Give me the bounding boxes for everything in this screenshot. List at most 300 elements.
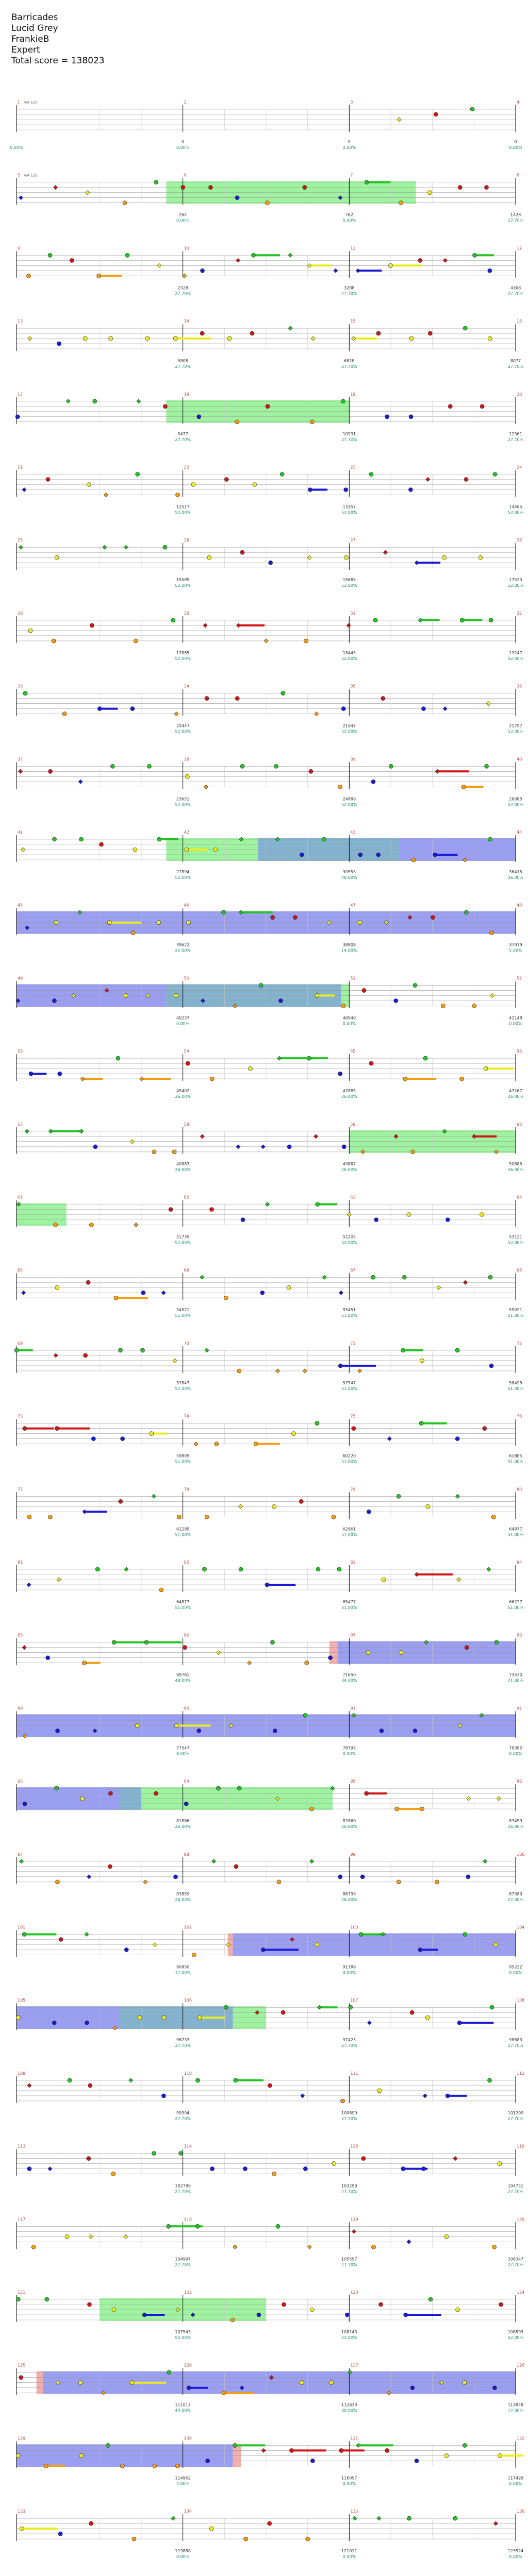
measure-number: 4 (517, 100, 520, 105)
note-gem (464, 910, 468, 914)
starpower-percent: 52.00% (175, 875, 191, 880)
note-gem (444, 2234, 449, 2239)
cumulative-score: 71650 (342, 1672, 356, 1677)
note-gem (488, 336, 492, 341)
note-gem (185, 774, 189, 778)
cumulative-score: 60220 (342, 1453, 356, 1459)
note-gem (227, 336, 232, 341)
note-gem (240, 550, 244, 554)
note-gem (464, 478, 468, 482)
note-gem (186, 1061, 190, 1065)
note-gem (437, 1285, 441, 1290)
note-gem (287, 1285, 291, 1290)
note-gem (97, 707, 102, 711)
note-gem (315, 1943, 319, 1947)
measure-number: 50 (184, 976, 189, 981)
note-gem (403, 1077, 407, 1081)
cumulative-score: 64877 (176, 1600, 190, 1604)
chart-row (16, 173, 524, 223)
measure-number: 64 (517, 1195, 522, 1200)
measure-number: 35 (350, 684, 356, 689)
note-gem (58, 2532, 62, 2536)
note-gem (265, 1583, 269, 1587)
cumulative-score: 0 (182, 140, 185, 144)
note-gem (163, 404, 167, 409)
note-gem (124, 545, 128, 549)
note-gem (147, 764, 151, 768)
note-gem (446, 2094, 450, 2098)
starpower-percent: 52.00% (175, 2335, 191, 2340)
note-gem (78, 2381, 82, 2385)
note-gem (23, 1427, 27, 1431)
measure-number: 115 (350, 2144, 358, 2149)
measure-number: 103 (350, 1925, 358, 1930)
note-gem (161, 2094, 166, 2098)
note-gem (418, 618, 422, 622)
note-gem (234, 2078, 238, 2082)
starpower-percent: 27.70% (507, 2262, 524, 2267)
note-gem (157, 837, 161, 841)
measure-number: 15 (350, 319, 356, 324)
cumulative-score: 12361 (509, 431, 522, 436)
cumulative-score: 116097 (341, 2476, 357, 2481)
note-gem (174, 1723, 178, 1727)
note-gem (210, 1077, 214, 1081)
measure-number: 104 (517, 1925, 525, 1930)
measure-number: 91 (350, 1706, 356, 1711)
starpower-percent: 0.00% (342, 2481, 356, 2486)
measure-number: 110 (184, 2071, 192, 2076)
note-gem (130, 1140, 134, 1144)
cumulative-score: 51735 (176, 1234, 190, 1240)
starpower-percent: 52.00% (507, 1240, 524, 1245)
note-gem (22, 488, 26, 492)
note-gem (260, 1291, 265, 1295)
note-gem (376, 331, 381, 335)
note-gem (428, 2297, 433, 2301)
chart-row (14, 1341, 523, 1391)
starpower-percent: 26.00% (507, 1824, 524, 1829)
cumulative-score: 13357 (342, 504, 356, 510)
note-gem (204, 785, 208, 789)
starpower-percent: 11.00% (175, 1970, 191, 1975)
starpower-percent: 27.70% (341, 364, 357, 369)
starpower-percent: 27.70% (175, 2116, 191, 2121)
note-gem (200, 331, 204, 335)
starpower-percent: 0.00% (509, 2554, 522, 2560)
cumulative-score: 21797 (509, 723, 522, 728)
note-gem (124, 993, 128, 997)
note-gem (489, 1364, 493, 1368)
note-gem (86, 1280, 90, 1284)
measure-number: 136 (517, 2509, 525, 2514)
starpower-percent: 0.00% (509, 145, 522, 150)
measure-number: 34 (184, 684, 189, 689)
note-gem (87, 1875, 91, 1879)
note-gem (134, 1223, 138, 1227)
note-gem (415, 561, 419, 565)
note-gem (152, 1494, 156, 1498)
note-gem (200, 1275, 204, 1279)
starpower-percent: 0.00% (509, 2481, 522, 2486)
note-gem (239, 1567, 243, 1571)
note-gem (307, 2245, 311, 2249)
cumulative-score: 107543 (175, 2330, 191, 2334)
starpower-percent: 51.00% (507, 1532, 524, 1537)
measure-number: 118 (184, 2217, 192, 2222)
note-gem (65, 2234, 69, 2239)
note-gem (498, 2162, 502, 2166)
chart-row (16, 1925, 524, 1975)
note-gem (205, 1515, 209, 1519)
note-gem (90, 623, 94, 628)
starpower-percent: 27.70% (341, 291, 357, 296)
note-gem (44, 2464, 48, 2468)
measure-number: 23 (350, 465, 356, 470)
measure-number: 116 (517, 2144, 525, 2149)
cumulative-score: 26085 (509, 796, 522, 802)
note-gem (87, 2302, 91, 2307)
note-gem (407, 2240, 411, 2244)
tempo-tag: 4/4 120 (24, 100, 38, 105)
note-gem (272, 1504, 276, 1509)
starpower-percent: 30.00% (341, 2408, 357, 2413)
note-gem (480, 404, 484, 409)
starpower-percent: 52.00% (341, 802, 357, 807)
note-gem (361, 2157, 366, 2161)
measure-number: 80 (517, 1487, 522, 1492)
note-gem (54, 185, 58, 190)
cumulative-score: 77547 (176, 1745, 190, 1751)
measure-number: 109 (18, 2071, 26, 2076)
note-gem (173, 1875, 177, 1879)
note-gem (407, 1213, 411, 1217)
chart-row (16, 1122, 524, 1172)
difficulty-label: Expert (11, 45, 40, 55)
note-gem (201, 268, 205, 273)
cumulative-score: 100899 (341, 2110, 357, 2115)
note-gem (382, 1578, 386, 1582)
note-gem (413, 1728, 417, 1733)
note-gem (237, 1786, 241, 1790)
note-gem (352, 2229, 356, 2233)
cumulative-score: 36415 (509, 870, 522, 874)
note-gem (394, 998, 398, 1003)
note-gem (130, 707, 135, 711)
note-gem (57, 1578, 61, 1582)
starpower-percent: 51.00% (175, 1532, 191, 1537)
note-gem (19, 2376, 23, 2380)
cumulative-score: 57847 (176, 1380, 190, 1385)
starpower-percent: 27.70% (507, 2043, 524, 2048)
note-gem (492, 2245, 497, 2249)
tempo-tag: 4/4 120 (24, 173, 38, 178)
measure-number: 119 (350, 2217, 358, 2222)
note-gem (423, 1056, 427, 1060)
note-gem (305, 1661, 309, 1665)
starpower-percent: 52.00% (507, 510, 524, 515)
note-gem (470, 107, 474, 111)
cumulative-score: 79385 (509, 1745, 522, 1751)
measure-number: 97 (18, 1852, 23, 1857)
starpower-percent: 27.70% (507, 2189, 524, 2194)
measure-number: 95 (350, 1779, 356, 1784)
note-gem (109, 336, 113, 341)
cumulative-score: 97423 (342, 2038, 356, 2043)
measure-number: 108 (517, 1998, 525, 2003)
cumulative-score: 91388 (342, 1964, 356, 1970)
chart-row (16, 976, 522, 1026)
note-gem (303, 2167, 307, 2171)
note-gem (124, 1948, 128, 1952)
note-gem (52, 837, 56, 841)
note-gem (195, 2224, 200, 2228)
note-gem (100, 842, 104, 846)
measure-number: 131 (350, 2436, 358, 2441)
note-gem (261, 2448, 266, 2452)
note-gem (444, 2453, 449, 2458)
note-gem (45, 2297, 49, 2301)
note-gem (478, 555, 483, 560)
note-gem (80, 1077, 85, 1081)
note-gem (427, 191, 432, 195)
note-gem (315, 993, 319, 997)
starpower-percent: 51.00% (175, 1459, 191, 1464)
note-gem (461, 785, 466, 789)
cumulative-score: 264 (179, 212, 187, 217)
note-gem (192, 1953, 196, 1957)
note-gem (472, 1004, 476, 1008)
measure-number: 41 (18, 830, 23, 835)
cumulative-score: 3288 (344, 285, 355, 291)
note-gem (317, 2005, 321, 2009)
note-gem (352, 336, 356, 341)
note-gem (206, 2459, 210, 2463)
note-gem (490, 2005, 494, 2009)
starpower-percent: 48.00% (175, 1678, 191, 1683)
note-gem (31, 2245, 36, 2249)
note-gem (70, 258, 74, 262)
measure-number: 9 (18, 246, 21, 251)
starpower-percent: 0.00% (509, 1970, 522, 1975)
starpower-percent: 36.00% (507, 875, 524, 880)
note-gem (488, 1275, 492, 1279)
note-gem (484, 185, 488, 190)
note-gem (19, 769, 23, 773)
note-gem (310, 1859, 314, 1863)
note-gem (202, 1567, 206, 1571)
starpower-percent: 51.00% (507, 1313, 524, 1318)
total-score: Total score = 138023 (11, 56, 105, 66)
note-gem (268, 2521, 272, 2526)
cumulative-score: 27894 (176, 870, 190, 874)
note-gem (16, 2453, 20, 2458)
note-gem (431, 916, 435, 920)
note-gem (210, 1208, 214, 1212)
chart-row (16, 538, 524, 588)
note-gem (374, 1218, 378, 1222)
measure-number: 101 (18, 1925, 26, 1930)
measure-number: 6 (184, 173, 187, 178)
note-gem (338, 1072, 342, 1076)
starpower-percent: 51.00% (341, 1532, 357, 1537)
note-gem (173, 336, 177, 341)
cumulative-score: 82860 (342, 1819, 356, 1824)
measure-number: 125 (18, 2363, 26, 2368)
note-gem (371, 779, 375, 784)
note-gem (48, 769, 53, 773)
cumulative-score: 0 (514, 140, 517, 144)
note-gem (310, 420, 314, 424)
measure-number: 19 (350, 392, 356, 397)
note-gem (87, 2157, 91, 2161)
note-gem (339, 1291, 343, 1295)
note-gem (132, 2537, 136, 2541)
chart-row (16, 611, 524, 661)
starpower-percent: 0.00% (176, 218, 190, 223)
note-gem (259, 983, 263, 987)
measure-number: 3 (350, 100, 353, 105)
note-gem (281, 691, 285, 696)
note-gem (310, 2308, 314, 2312)
cumulative-score: 111017 (175, 2402, 191, 2408)
note-gem (456, 1494, 460, 1498)
note-gem (306, 2537, 310, 2541)
chart-row (16, 903, 522, 953)
note-gem (337, 1567, 341, 1571)
note-gem (87, 483, 91, 487)
note-gem (399, 201, 403, 205)
cumulative-score: 65477 (342, 1600, 356, 1604)
measure-number: 71 (350, 1341, 356, 1346)
cumulative-score: 90850 (176, 1964, 190, 1970)
note-gem (493, 472, 497, 477)
note-gem (401, 2167, 405, 2171)
note-gem (411, 858, 416, 862)
cumulative-score: 39622 (176, 942, 190, 947)
note-gem (48, 1515, 52, 1519)
note-gem (426, 1504, 430, 1509)
note-gem (271, 916, 275, 920)
note-gem (154, 1791, 158, 1795)
measure-number: 124 (517, 2290, 525, 2295)
note-gem (497, 1797, 501, 1801)
note-gem (303, 1369, 307, 1373)
starpower-percent: 52.00% (507, 2335, 524, 2340)
cumulative-score: 58495 (509, 1380, 522, 1385)
starpower-percent: 48.00% (341, 875, 357, 880)
measure-number: 62 (184, 1195, 189, 1200)
note-gem (493, 2521, 498, 2526)
note-gem (134, 639, 138, 643)
starpower-percent: 0.00% (509, 1021, 522, 1026)
starpower-percent: 22.00% (175, 948, 191, 953)
note-gem (264, 639, 268, 643)
measure-number: 68 (517, 1268, 522, 1273)
measure-number: 30 (184, 611, 189, 616)
note-gem (373, 618, 377, 622)
measure-number: 120 (517, 2217, 525, 2222)
cumulative-score: 95222 (509, 1964, 522, 1970)
starpower-percent: 27.70% (175, 291, 191, 296)
note-gem (310, 2459, 315, 2463)
note-gem (463, 1933, 467, 1937)
note-gem (415, 1572, 419, 1577)
note-gem (265, 201, 269, 205)
cumulative-score: 105597 (341, 2257, 357, 2262)
measure-number: 67 (350, 1268, 356, 1273)
note-gem (342, 1145, 346, 1149)
cumulative-score: 106347 (507, 2257, 524, 2262)
measure-number: 18 (184, 392, 189, 397)
chart-row (16, 465, 524, 515)
note-gem (371, 1275, 375, 1279)
note-gem (385, 2448, 389, 2452)
starpower-percent: 52.00% (341, 583, 357, 588)
note-gem (329, 2381, 333, 2385)
cumulative-score: 53121 (509, 1234, 522, 1240)
measure-number: 90 (184, 1706, 189, 1711)
note-gem (46, 1656, 50, 1660)
cumulative-score: 64877 (509, 1527, 522, 1532)
note-gem (300, 853, 304, 857)
starpower-percent: 26.00% (175, 1167, 191, 1172)
starpower-percent: 51.00% (507, 1605, 524, 1610)
note-gem (492, 2386, 497, 2390)
cumulative-score: 86799 (342, 1891, 356, 1896)
note-gem (421, 2167, 425, 2171)
note-gem (280, 472, 284, 477)
starpower-percent: 21.00% (507, 1678, 524, 1683)
measure-number: 135 (350, 2509, 358, 2514)
note-gem (457, 2021, 461, 2025)
note-gem (248, 1661, 252, 1665)
note-gem (52, 639, 56, 643)
measure-number: 10 (184, 246, 189, 251)
note-gem (435, 1880, 439, 1884)
note-gem (410, 2386, 415, 2390)
chart-row (16, 1268, 524, 1318)
note-gem (89, 1223, 93, 1227)
measure-number: 132 (517, 2436, 525, 2441)
measure-number: 45 (18, 903, 23, 908)
note-gem (217, 1651, 221, 1655)
measure-number: 100 (517, 1852, 525, 1857)
measure-number: 51 (350, 976, 356, 981)
cumulative-score: 83459 (509, 1819, 522, 1824)
note-gem (463, 1280, 467, 1284)
measure-number: 7 (350, 173, 353, 178)
note-gem (315, 1421, 319, 1426)
measure-number: 70 (184, 1341, 189, 1346)
starpower-percent: 26.00% (341, 1094, 357, 1099)
note-gem (483, 1859, 487, 1863)
note-gem (196, 2078, 200, 2082)
note-gem (153, 1943, 157, 1947)
starpower-percent: 52.00% (175, 583, 191, 588)
cumulative-score: 62295 (176, 1527, 190, 1532)
note-gem (299, 1499, 303, 1503)
starpower-percent: 0.00% (342, 2554, 356, 2560)
note-gem (89, 2234, 93, 2239)
chart-row (16, 1195, 524, 1245)
measure-number: 83 (350, 1560, 356, 1565)
note-gem (239, 1504, 243, 1509)
note-gem (140, 1077, 144, 1081)
starpower-percent: 52.00% (341, 1240, 357, 1245)
note-gem (460, 618, 464, 622)
note-gem (341, 707, 345, 711)
